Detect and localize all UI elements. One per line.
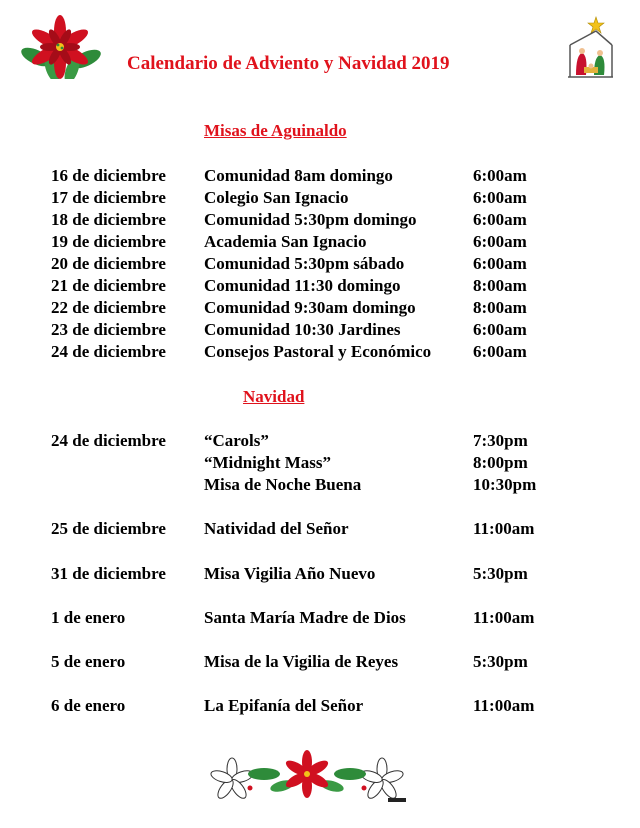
- nativity-icon: [566, 15, 614, 79]
- aguinaldo-heading: Misas de Aguinaldo: [204, 121, 347, 140]
- event-cell: “Carols”: [204, 431, 269, 450]
- time-cell: 5:30pm: [473, 564, 528, 583]
- date-cell: 22 de diciembre: [51, 298, 166, 317]
- table-row: [0, 209, 640, 231]
- event-cell: Academia San Ignacio: [204, 232, 367, 251]
- event-cell: Comunidad 5:30pm domingo: [204, 210, 417, 229]
- time-cell: 7:30pm: [473, 431, 528, 450]
- table-row: [0, 563, 640, 585]
- date-cell: 25 de diciembre: [51, 519, 166, 538]
- date-cell: 20 de diciembre: [51, 254, 166, 273]
- event-cell: Misa Vigilia Año Nuevo: [204, 564, 376, 583]
- table-row: [0, 275, 640, 297]
- table-row: [0, 474, 640, 496]
- event-cell: Comunidad 11:30 domingo: [204, 276, 401, 295]
- time-cell: 11:00am: [473, 608, 535, 627]
- date-cell: 17 de diciembre: [51, 188, 166, 207]
- table-row: [0, 518, 640, 540]
- event-cell: Misa de Noche Buena: [204, 475, 362, 494]
- event-cell: La Epifanía del Señor: [204, 696, 364, 715]
- time-cell: 6:00am: [473, 232, 527, 251]
- table-row: [0, 253, 640, 275]
- time-cell: 11:00am: [473, 519, 535, 538]
- event-cell: “Midnight Mass”: [204, 453, 332, 472]
- time-cell: 8:00am: [473, 276, 527, 295]
- event-cell: Comunidad 8am domingo: [204, 166, 393, 185]
- time-cell: 6:00am: [473, 254, 527, 273]
- event-cell: Natividad del Señor: [204, 519, 349, 538]
- time-cell: 11:00am: [473, 696, 535, 715]
- table-row: [0, 165, 640, 187]
- navidad-heading: Navidad: [243, 387, 305, 406]
- event-cell: Comunidad 10:30 Jardines: [204, 320, 401, 339]
- table-row: [0, 297, 640, 319]
- poinsettia-icon: [18, 13, 102, 79]
- page-title: Calendario de Adviento y Navidad 2019: [127, 53, 450, 74]
- date-cell: 23 de diciembre: [51, 320, 166, 339]
- date-cell: 24 de diciembre: [51, 342, 166, 361]
- date-cell: 24 de diciembre: [51, 431, 166, 450]
- event-cell: Santa María Madre de Dios: [204, 608, 406, 627]
- table-row: [0, 231, 640, 253]
- table-row: [0, 452, 640, 474]
- time-cell: 6:00am: [473, 210, 527, 229]
- date-cell: 6 de enero: [51, 696, 126, 715]
- event-cell: Misa de la Vigilia de Reyes: [204, 652, 399, 671]
- date-cell: 16 de diciembre: [51, 166, 166, 185]
- table-row: [0, 319, 640, 341]
- event-cell: Comunidad 5:30pm sábado: [204, 254, 405, 273]
- date-cell: 19 de diciembre: [51, 232, 166, 251]
- table-row: [0, 341, 640, 363]
- event-cell: Colegio San Ignacio: [204, 188, 349, 207]
- table-row: [0, 430, 640, 452]
- date-cell: 31 de diciembre: [51, 564, 166, 583]
- time-cell: 6:00am: [473, 166, 527, 185]
- event-cell: Consejos Pastoral y Económico: [204, 342, 432, 361]
- date-cell: 1 de enero: [51, 608, 126, 627]
- time-cell: 10:30pm: [473, 475, 537, 494]
- table-row: [0, 607, 640, 629]
- table-row: [0, 187, 640, 209]
- date-cell: 18 de diciembre: [51, 210, 166, 229]
- time-cell: 6:00am: [473, 320, 527, 339]
- table-row: [0, 651, 640, 673]
- event-cell: Comunidad 9:30am domingo: [204, 298, 416, 317]
- time-cell: 6:00am: [473, 342, 527, 361]
- time-cell: 8:00pm: [473, 453, 528, 472]
- poinsettia-garland-icon: [202, 750, 412, 806]
- time-cell: 6:00am: [473, 188, 527, 207]
- date-cell: 5 de enero: [51, 652, 126, 671]
- time-cell: 8:00am: [473, 298, 527, 317]
- date-cell: 21 de diciembre: [51, 276, 166, 295]
- time-cell: 5:30pm: [473, 652, 528, 671]
- table-row: [0, 695, 640, 717]
